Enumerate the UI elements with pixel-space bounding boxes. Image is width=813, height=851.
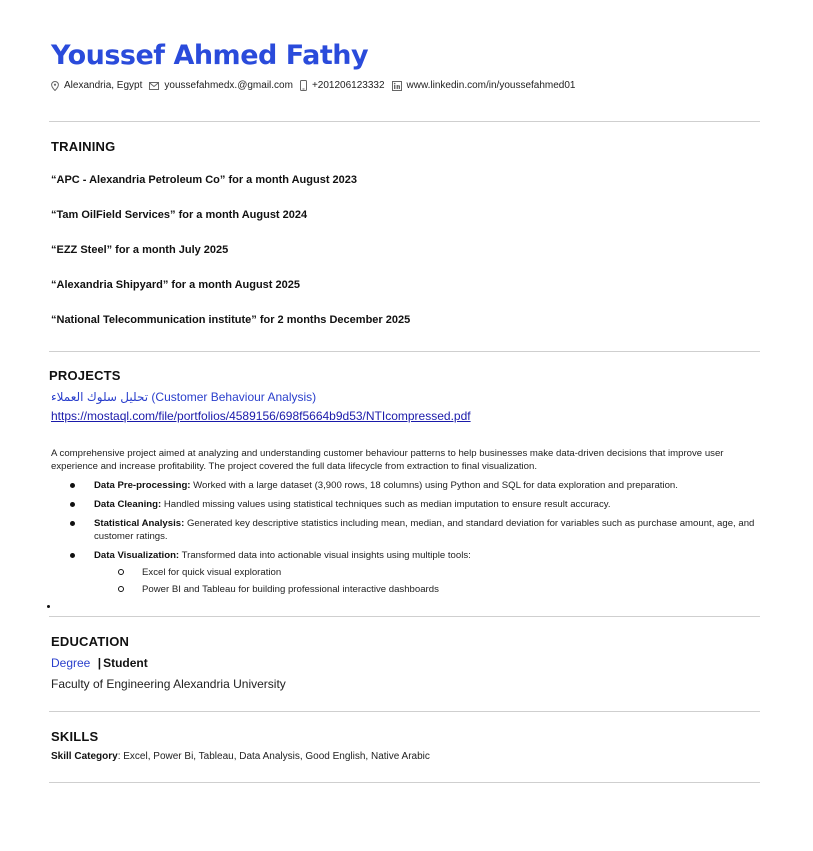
project-title: تحليل سلوك العملاء (Customer Behaviour Analysis) [51, 390, 317, 404]
contact-phone[interactable] [300, 80, 385, 91]
list-item [68, 479, 763, 492]
training-item: “National Telecommunication institute” for 2 months December 2025 [51, 314, 411, 326]
training-item: “EZZ Steel” for a month July 2025 [51, 244, 229, 256]
sub-list-item [68, 566, 763, 579]
sub-bullet-text: Power BI and Tableau for building professional interactive dashboards [142, 584, 439, 595]
sub-bullet-circle [118, 586, 124, 592]
candidate-name: Youssef Ahmed Fathy [51, 40, 369, 71]
bullet-dot [70, 553, 75, 558]
training-heading: TRAINING [51, 139, 116, 154]
phone-icon [300, 80, 307, 91]
bullet-dot [70, 521, 75, 526]
contact-location [51, 80, 142, 91]
contact-bar [51, 80, 583, 91]
project-link[interactable]: https://mostaql.com/file/portfolios/4589156/698f5664b9d53/NTIcompressed.pdf [51, 409, 471, 423]
stray-bullet-dot [47, 605, 50, 608]
bullet-dot [70, 502, 75, 507]
bullet-label: Statistical Analysis: [94, 518, 185, 529]
bullet-text: Transformed data into actionable visual insights using multiple tools: [179, 550, 471, 561]
contact-email[interactable] [149, 80, 293, 91]
skills-list: : Excel, Power Bi, Tableau, Data Analysis, Good English, Native Arabic [117, 751, 430, 762]
bullet-label: Data Cleaning: [94, 499, 162, 510]
degree-line [51, 656, 148, 670]
bullet-label: Data Pre-processing: [94, 480, 191, 491]
education-heading: EDUCATION [51, 634, 130, 649]
project-description: A comprehensive project aimed at analyzing and understanding customer behaviour patterns to help businesses make data-driven decisions that improve user experience and increase profitability. The project covered the full data lifecycle from extraction to final visualization. [51, 448, 724, 472]
sub-bullet-circle [118, 569, 124, 575]
bullet-text: Handled missing values using statistical techniques such as median imputation to ensure result accuracy. [161, 499, 611, 510]
sub-bullet-text: Excel for quick visual exploration [142, 567, 282, 578]
email-text[interactable]: youssefahmedx.@gmail.com [164, 80, 293, 91]
divider [49, 711, 760, 712]
training-item: “Alexandria Shipyard” for a month August 2025 [51, 279, 300, 291]
location-pin-icon [51, 81, 59, 91]
list-item [68, 498, 763, 511]
sub-list-item [68, 583, 763, 596]
skills-line [51, 751, 430, 762]
list-item [68, 517, 763, 543]
role-label: Student [103, 656, 148, 670]
phone-text[interactable]: +201206123332 [311, 80, 385, 91]
location-text: Alexandria, Egypt [64, 80, 143, 91]
linkedin-icon [392, 81, 402, 91]
project-bullets [68, 479, 763, 600]
bullet-dot [70, 483, 75, 488]
degree-label: Degree [51, 656, 91, 670]
projects-heading: PROJECTS [49, 368, 121, 383]
divider [49, 616, 760, 617]
training-item: “APC - Alexandria Petroleum Co” for a month August 2023 [51, 174, 358, 186]
divider [49, 351, 760, 352]
training-item: “Tam OilField Services” for a month August 2024 [51, 209, 308, 221]
divider [49, 121, 760, 122]
contact-linkedin[interactable] [392, 80, 576, 91]
bullet-label: Data Visualization: [94, 550, 180, 561]
linkedin-text[interactable]: www.linkedin.com/in/youssefahmed01 [406, 80, 576, 91]
list-item [68, 549, 763, 562]
bullet-text: Generated key descriptive statistics including mean, median, and standard deviation for variables such as purchase amount, age, and customer ratings. [94, 518, 755, 542]
mail-icon [149, 82, 159, 90]
bullet-text: Worked with a large dataset (3,900 rows, 18 columns) using Python and SQL for data exploration and preparation. [190, 480, 678, 491]
divider [49, 782, 760, 783]
degree-separator: | [97, 656, 102, 670]
skills-heading: SKILLS [51, 729, 99, 744]
institution: Faculty of Engineering Alexandria University [51, 677, 286, 691]
skill-category-label: Skill Category [51, 751, 118, 762]
